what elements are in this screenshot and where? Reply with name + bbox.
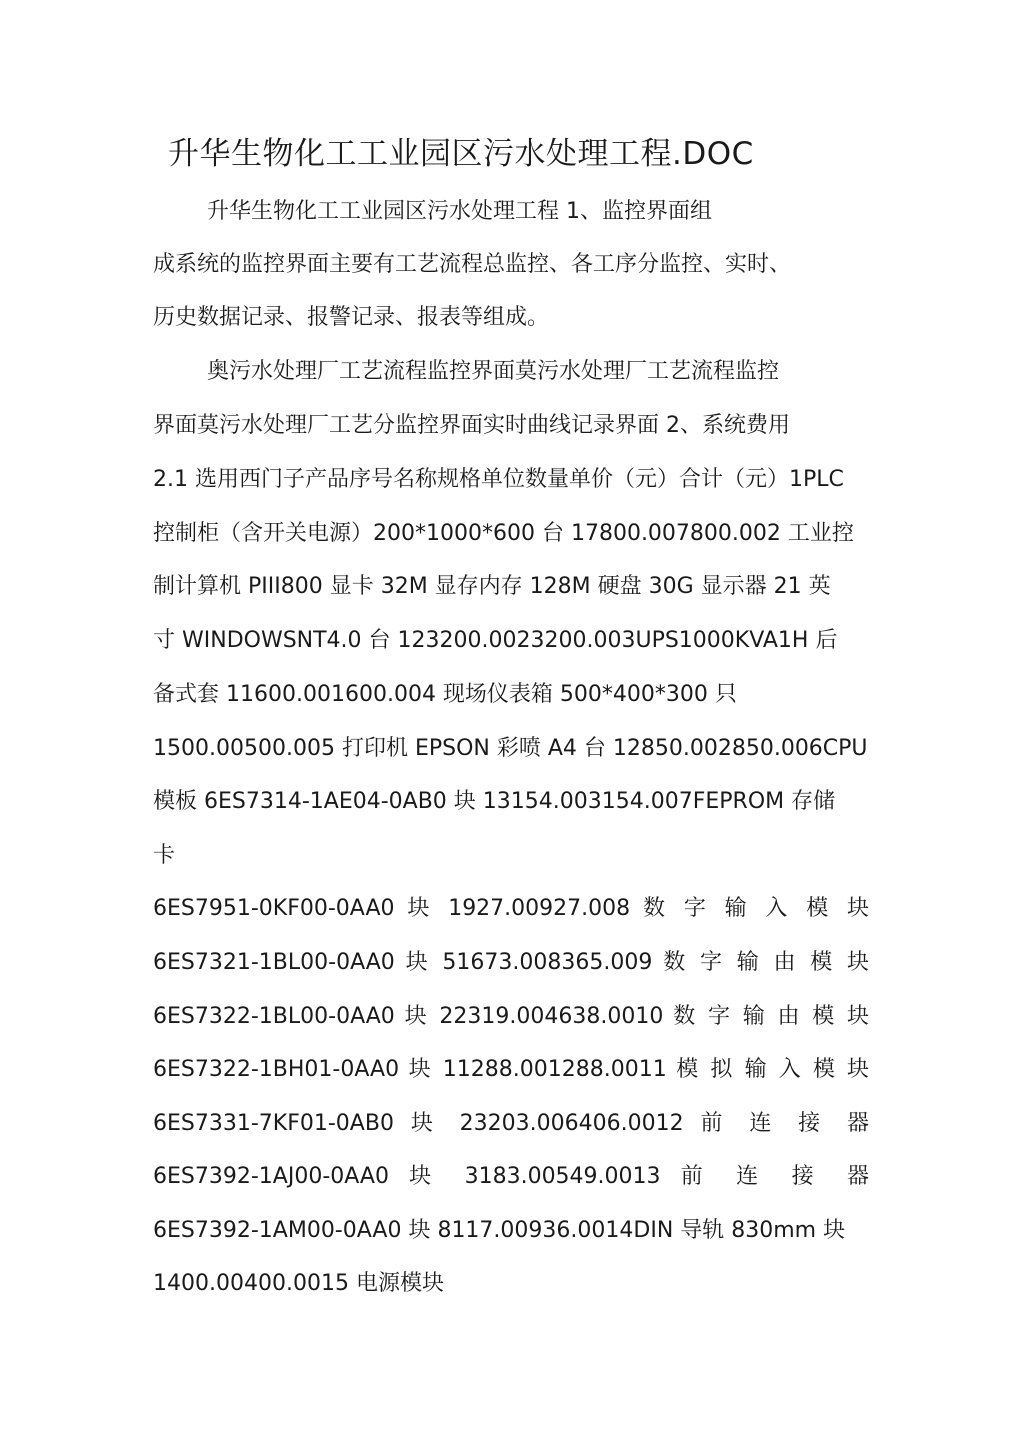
paragraph-line: 模板 6ES7314-1AE04-0AB0 块 13154.003154.007FEPROM 存储 — [153, 789, 836, 814]
paragraph-line: 6ES7951-0KF00-0AA0 块 1927.00927.008 数 字 输 入 模 块 — [153, 896, 869, 921]
paragraph-line: 6ES7322-1BH01-0AA0 块 11288.001288.0011 模 拟 输 入 模 块 — [153, 1057, 869, 1082]
paragraph-line: 1400.00400.0015 电源模块 — [153, 1271, 444, 1296]
paragraph-line: 制计算机 PIII800 显卡 32M 显存内存 128M 硬盘 30G 显示器 21 英 — [153, 574, 831, 599]
paragraph-line: 界面莫污水处理厂工艺分监控界面实时曲线记录界面 2、系统费用 — [153, 413, 790, 438]
paragraph-line: 备式套 11600.001600.004 现场仪表箱 500*400*300 只 — [153, 682, 737, 707]
paragraph-line: 6ES7321-1BL00-0AA0 块 51673.008365.009 数 字 输 由 模 块 — [153, 950, 869, 975]
paragraph-line: 寸 WINDOWSNT4.0 台 123200.0023200.003UPS1000KVA1H 后 — [153, 628, 838, 653]
paragraph-line: 6ES7331-7KF01-0AB0 块 23203.006406.0012 前 连 接 器 — [153, 1111, 869, 1136]
paragraph-line: 6ES7322-1BL00-0AA0 块 22319.004638.0010 数 字 输 由 模 块 — [153, 1004, 869, 1029]
paragraph-line: 1500.00500.005 打印机 EPSON 彩喷 A4 台 12850.002850.006CPU — [153, 736, 868, 761]
paragraph-line: 2.1 选用西门子产品序号名称规格单位数量单价（元）合计（元）1PLC — [153, 467, 844, 492]
paragraph-line: 控制柜（含开关电源）200*1000*600 台 17800.007800.002 工业控 — [153, 521, 854, 546]
paragraph-line: 6ES7392-1AM00-0AA0 块 8117.00936.0014DIN 导轨 830mm 块 — [153, 1218, 846, 1243]
paragraph-line: 奥污水处理厂工艺流程监控界面莫污水处理厂工艺流程监控 — [207, 359, 780, 384]
paragraph-line: 成系统的监控界面主要有工艺流程总监控、各工序分监控、实时、 — [153, 252, 792, 277]
paragraph-line: 卡 — [153, 843, 176, 868]
paragraph-line: 升华生物化工工业园区污水处理工程 1、监控界面组 — [207, 199, 712, 224]
paragraph-line: 6ES7392-1AJ00-0AA0 块 3183.00549.0013 前 连 接 器 — [153, 1164, 869, 1189]
paragraph-line: 历史数据记录、报警记录、报表等组成。 — [153, 305, 550, 330]
document-title: 升华生物化工工业园区污水处理工程.DOC — [168, 136, 754, 172]
